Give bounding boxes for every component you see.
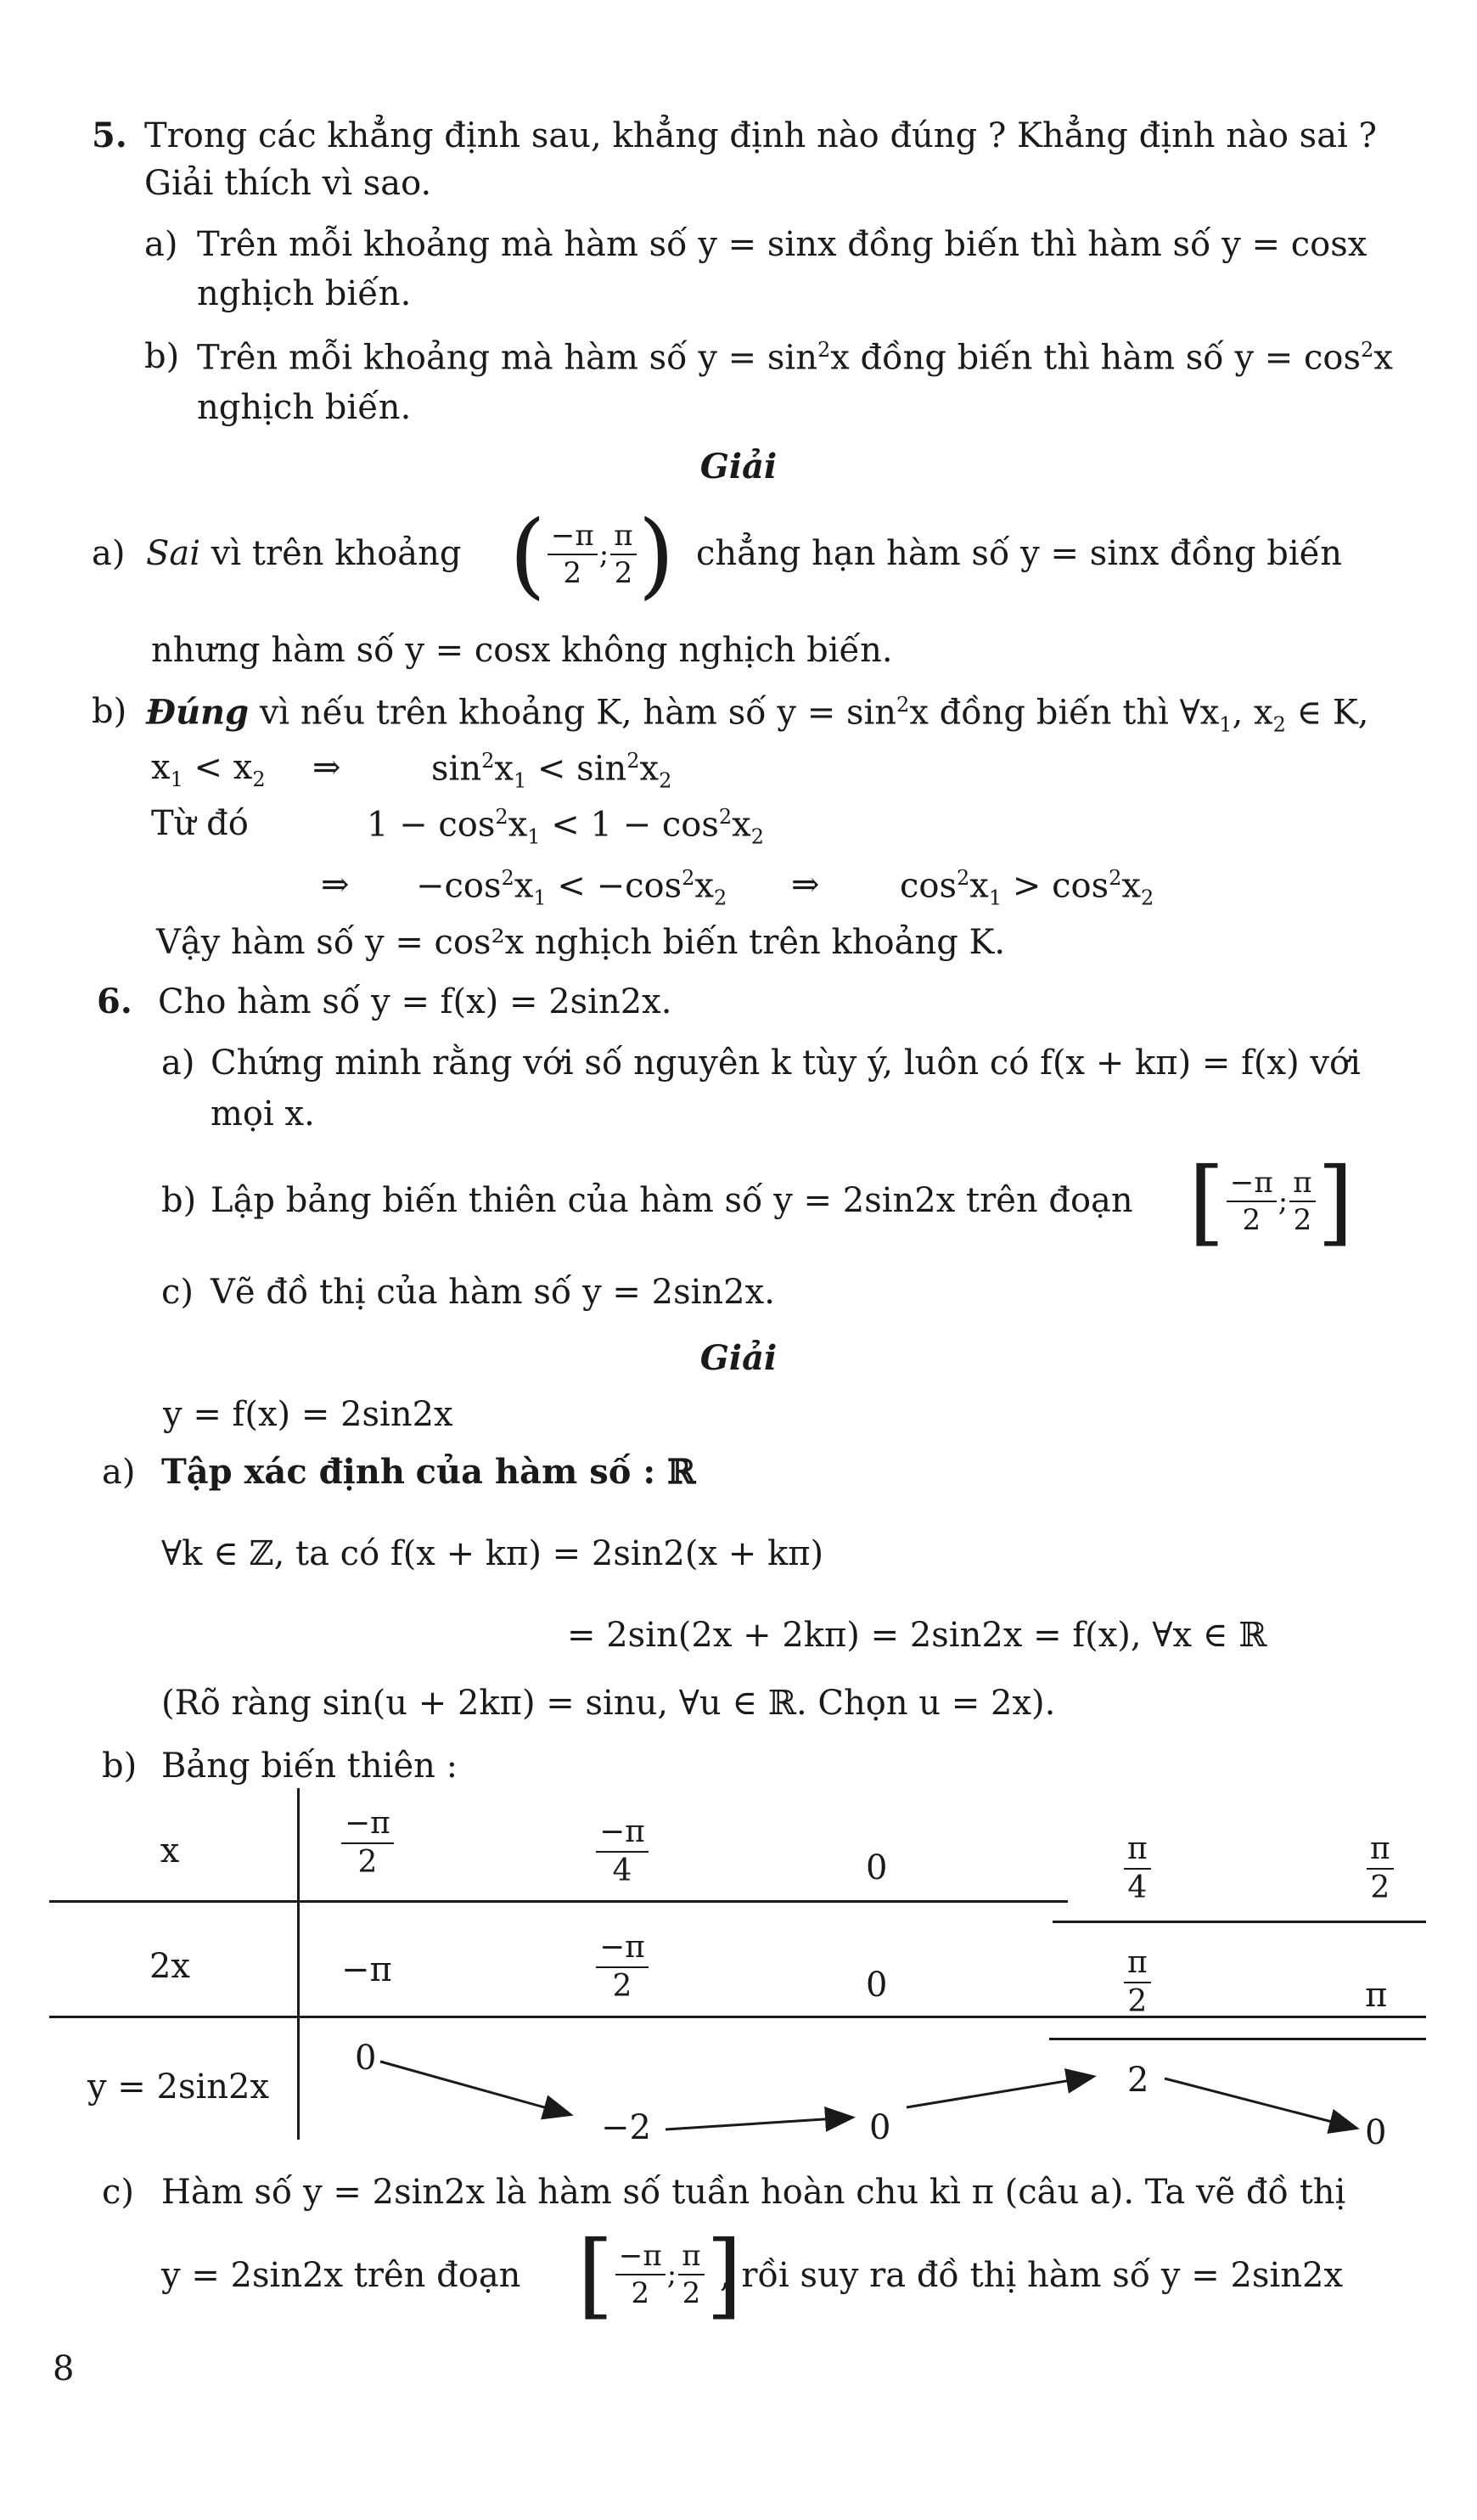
problem-5-number: 5. — [92, 115, 127, 155]
p5-b-line2: nghịch biến. — [197, 388, 412, 427]
arrow-down-1 — [380, 2062, 569, 2114]
problem-6-number: 6. — [97, 982, 132, 1021]
2x-val-pi-2: $\frac{\pi}{2}$ — [1122, 1948, 1153, 2017]
p6-b-text: Lập bảng biến thiên của hàm số y = 2sin2x trên đoạn — [211, 1181, 1133, 1220]
p6-a-line2: mọi x. — [211, 1094, 315, 1133]
sol6-a-label: a) — [102, 1453, 136, 1492]
sol6-c-label: c) — [102, 2173, 135, 2212]
implies-1: ⇒ — [312, 748, 341, 787]
sol5-b-ineq-x: $x_1 < x_2$ — [151, 748, 266, 791]
row-label-x: x — [160, 1831, 180, 1870]
sol6-a-line2: ∀k ∈ ℤ, ta có f(x + kπ) = 2sin2(x + kπ) — [161, 1534, 824, 1573]
y-val-0-mid: 0 — [869, 2108, 891, 2147]
arrow-up-1 — [665, 2118, 851, 2129]
sol5-b-ineq-negcos: $-\cos^2x_1 < -\cos^2x_2$ — [416, 866, 727, 910]
sol5-b-ineq-cos: $\cos^2x_1 > \cos^2x_2$ — [900, 866, 1154, 910]
interval-closed-pi-half-2: [ $\frac{-\pi}{2}$ ; $\frac{\pi}{2}$ ] — [577, 2220, 743, 2329]
sol6-b-text: Bảng biến thiên : — [161, 1747, 458, 1786]
p6-a-line1: Chứng minh rằng với số nguyên k tùy ý, luôn có f(x + kπ) = f(x) với — [211, 1043, 1361, 1083]
y-val-2: 2 — [1127, 2061, 1149, 2100]
problem-5-line2: Giải thích vì sao. — [144, 164, 432, 203]
p5-b-label: b) — [144, 337, 180, 376]
sol5-b-line1: Đúng vì nếu trên khoảng K, hàm số $y = \sin^2x$ đồng biến thì $\forall x_1$, $x_2$ ∈ K, — [146, 692, 1369, 737]
tu-do: Từ đó — [151, 804, 249, 843]
sol6-c-line1: Hàm số y = 2sin2x là hàm số tuần hoàn chu kì π (câu a). Ta vẽ đồ thị — [161, 2173, 1346, 2212]
2x-val-zero: 0 — [866, 1966, 888, 2005]
sol6-c-line2b: , rồi suy ra đồ thị hàm số y = 2sin2x — [720, 2256, 1344, 2295]
p6-c-text: Vẽ đồ thị của hàm số y = 2sin2x. — [211, 1273, 775, 1312]
sol6-b-label: b) — [102, 1747, 138, 1786]
2x-val-neg-pi: −π — [341, 1950, 392, 1989]
p5-a-line2: nghịch biến. — [197, 274, 412, 313]
x-val-pi-2: $\frac{\pi}{2}$ — [1365, 1834, 1396, 1904]
y-val-0-start: 0 — [355, 2039, 377, 2078]
x-val-pi-4: $\frac{\pi}{4}$ — [1122, 1834, 1153, 1904]
row-label-2x: 2x — [149, 1947, 190, 1986]
sol5-a-line1: Sai vì trên khoảng — [146, 534, 462, 573]
sol5-a-line2: nhưng hàm số y = cosx không nghịch biến. — [151, 631, 893, 670]
interval-closed-pi-half-1: [ $\frac{-\pi}{2}$ ; $\frac{\pi}{2}$ ] — [1188, 1147, 1354, 1256]
p5-a-line1: Trên mỗi khoảng mà hàm số y = sinx đồng biến thì hàm số y = cosx — [197, 225, 1367, 264]
p6-a-label: a) — [161, 1043, 195, 1083]
sol6-a-line1: Tập xác định của hàm số : ℝ — [161, 1452, 696, 1492]
arrow-up-2 — [907, 2077, 1092, 2107]
row-label-y: y = 2sin2x — [87, 2067, 270, 2107]
implies-3: ⇒ — [791, 865, 820, 904]
y-equation: y = f(x) = 2sin2x — [163, 1395, 453, 1434]
sol6-a-line4: (Rõ ràng sin(u + 2kπ) = sinu, ∀u ∈ ℝ. Chọn u = 2x). — [161, 1684, 1056, 1723]
x-val-zero: 0 — [866, 1848, 888, 1887]
2x-val-pi: π — [1365, 1976, 1388, 2015]
problem-5-line1: Trong các khẳng định sau, khẳng định nào đúng ? Khẳng định nào sai ? — [144, 116, 1377, 155]
solution-heading-5: Giải — [699, 447, 778, 487]
p6-b-label: b) — [161, 1181, 197, 1220]
problem-6-title: Cho hàm số y = f(x) = 2sin2x. — [158, 982, 672, 1021]
arrow-down-2 — [1165, 2078, 1355, 2128]
sol5-a-line1-tail: chẳng hạn hàm số y = sinx đồng biến — [696, 534, 1342, 573]
sol5-b-label: b) — [92, 692, 127, 731]
x-val-neg-pi-4: $\frac{-\pi}{4}$ — [594, 1817, 650, 1887]
page-number: 8 — [53, 2349, 75, 2388]
interval-open-pi-half: ( $\frac{-\pi}{2}$ ; $\frac{\pi}{2}$ ) — [509, 500, 675, 609]
2x-val-neg-pi-2: $\frac{-\pi}{2}$ — [594, 1932, 650, 2002]
sol6-c-line2a: y = 2sin2x trên đoạn — [161, 2256, 521, 2295]
sol5-b-conclusion: Vậy hàm số y = cos²x nghịch biến trên khoảng K. — [156, 923, 1006, 962]
sol5-a-label: a) — [92, 534, 126, 573]
p5-a-label: a) — [144, 225, 178, 264]
p6-c-label: c) — [161, 1273, 194, 1312]
p5-b-line1: Trên mỗi khoảng mà hàm số $y = \sin^2x$ đồng biến thì hàm số $y = \cos^2x$ — [197, 338, 1393, 378]
implies-2: ⇒ — [321, 865, 350, 904]
y-val-neg-2: −2 — [601, 2108, 651, 2147]
solution-heading-6: Giải — [699, 1338, 778, 1378]
x-val-neg-pi-2: $\frac{-\pi}{2}$ — [340, 1808, 396, 1878]
y-val-0-end: 0 — [1365, 2113, 1387, 2152]
sol5-b-ineq-1minus: $1 - \cos^2x_1 < 1 - \cos^2x_2$ — [367, 805, 765, 849]
sol5-b-ineq-sin: $\sin^2x_1 < \sin^2x_2$ — [431, 749, 672, 793]
sol6-a-line3: = 2sin(2x + 2kπ) = 2sin2x = f(x), ∀x ∈ ℝ — [567, 1616, 1267, 1655]
